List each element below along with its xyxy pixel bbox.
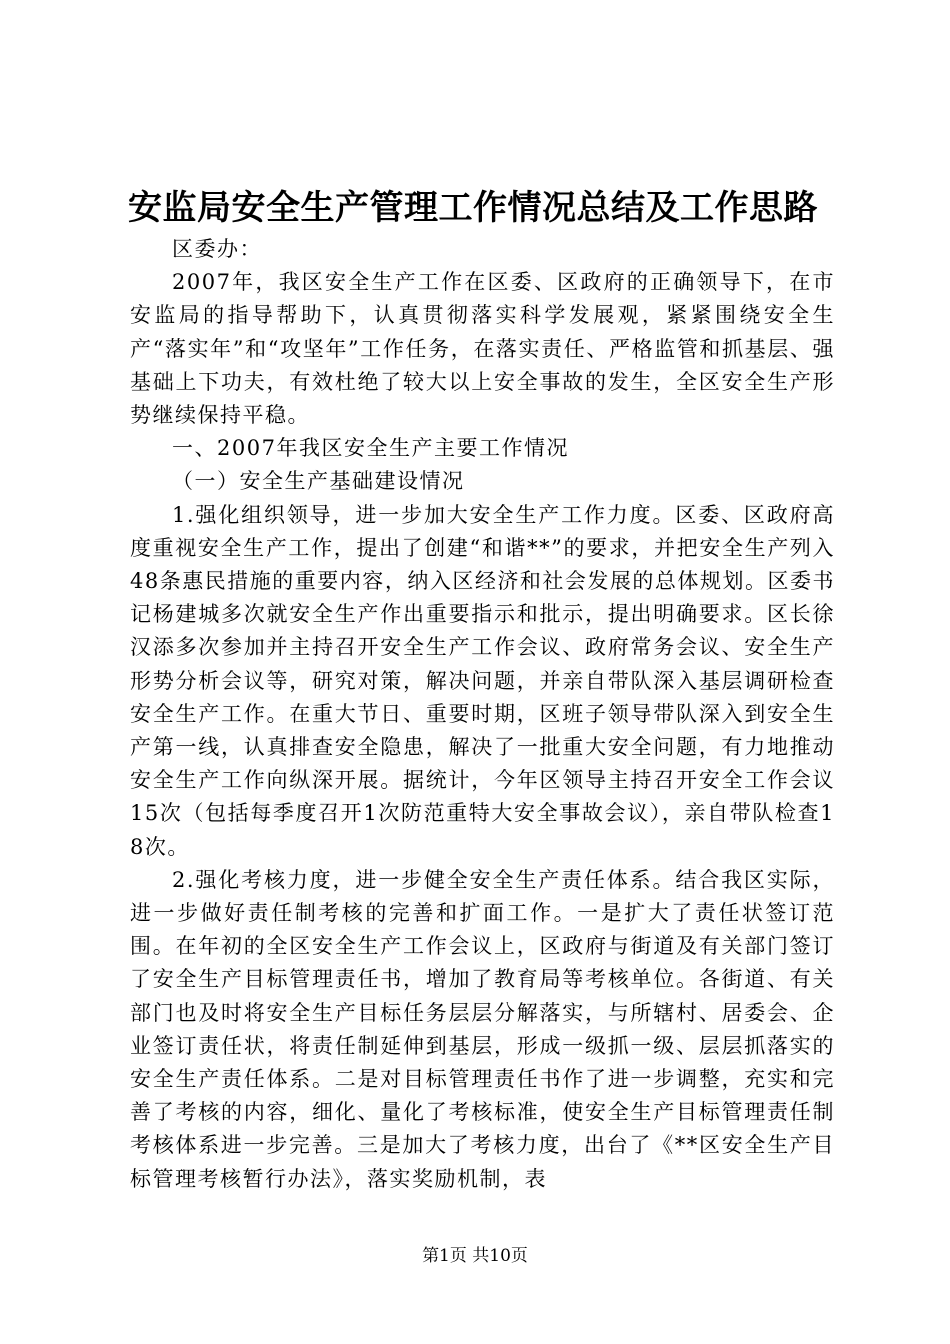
- document-title: 安监局安全生产管理工作情况总结及工作思路: [128, 188, 818, 228]
- salutation: 区委办：: [172, 237, 262, 261]
- section-heading: 一、2007年我区安全生产主要工作情况: [172, 436, 569, 461]
- item-2-paragraph: 2.强化考核力度，进一步健全安全生产责任体系。结合我区实际，进一步做好责任制考核的完善和扩面工作。一是扩大了责任状签订范围。在年初的全区安全生产工作会议上，区政府与街道及有关部门签订了安全生产目标管理责任书，增加了教育局等考核单位。各街道、有关部门也及时将安全生产目标任务层层分解落实，与所辖村、居委会、企业签订责任状，将责任制延伸到基层，形成一级抓一级、层层抓落实的安全生产责任体系。二是对目标管理责任书作了进一步调整，充实和完善了考核的内容，细化、量化了考核标准，使安全生产目标管理责任制考核体系进一步完善。三是加大了考核力度，出台了《**区安全生产目标管理考核暂行办法》，落实奖励机制，表: [130, 867, 835, 1191]
- subsection-heading: （一）安全生产基础建设情况: [172, 469, 465, 494]
- document-body: [130, 233, 835, 1196]
- item-1-paragraph: 1.强化组织领导，进一步加大安全生产工作力度。区委、区政府高度重视安全生产工作，提出了创建“和谐**”的要求，并把安全生产列入48条惠民措施的重要内容，纳入区经济和社会发展的总体规划。区委书记杨建城多次就安全生产作出重要指示和批示，提出明确要求。区长徐汉添多次参加并主持召开安全生产工作会议、政府常务会议、安全生产形势分析会议等，研究对策，解决问题，并亲自带队深入基层调研检查安全生产工作。在重大节日、重要时期，区班子领导带队深入到安全生产第一线，认真排查安全隐患，解决了一批重大安全问题，有力地推动安全生产工作向纵深开展。据统计，今年区领导主持召开安全工作会议15次（包括每季度召开1次防范重特大安全事故会议），亲自带队检查18次。: [130, 502, 835, 859]
- page-footer: 第1页 共10页: [422, 1246, 528, 1266]
- intro-paragraph: 2007年，我区安全生产工作在区委、区政府的正确领导下，在市安监局的指导帮助下，认真贯彻落实科学发展观，紧紧围绕安全生产“落实年”和“攻坚年”工作任务，在落实责任、严格监管和抓基层、强基础上下功夫，有效杜绝了较大以上安全事故的发生，全区安全生产形势继续保持平稳。: [130, 270, 835, 428]
